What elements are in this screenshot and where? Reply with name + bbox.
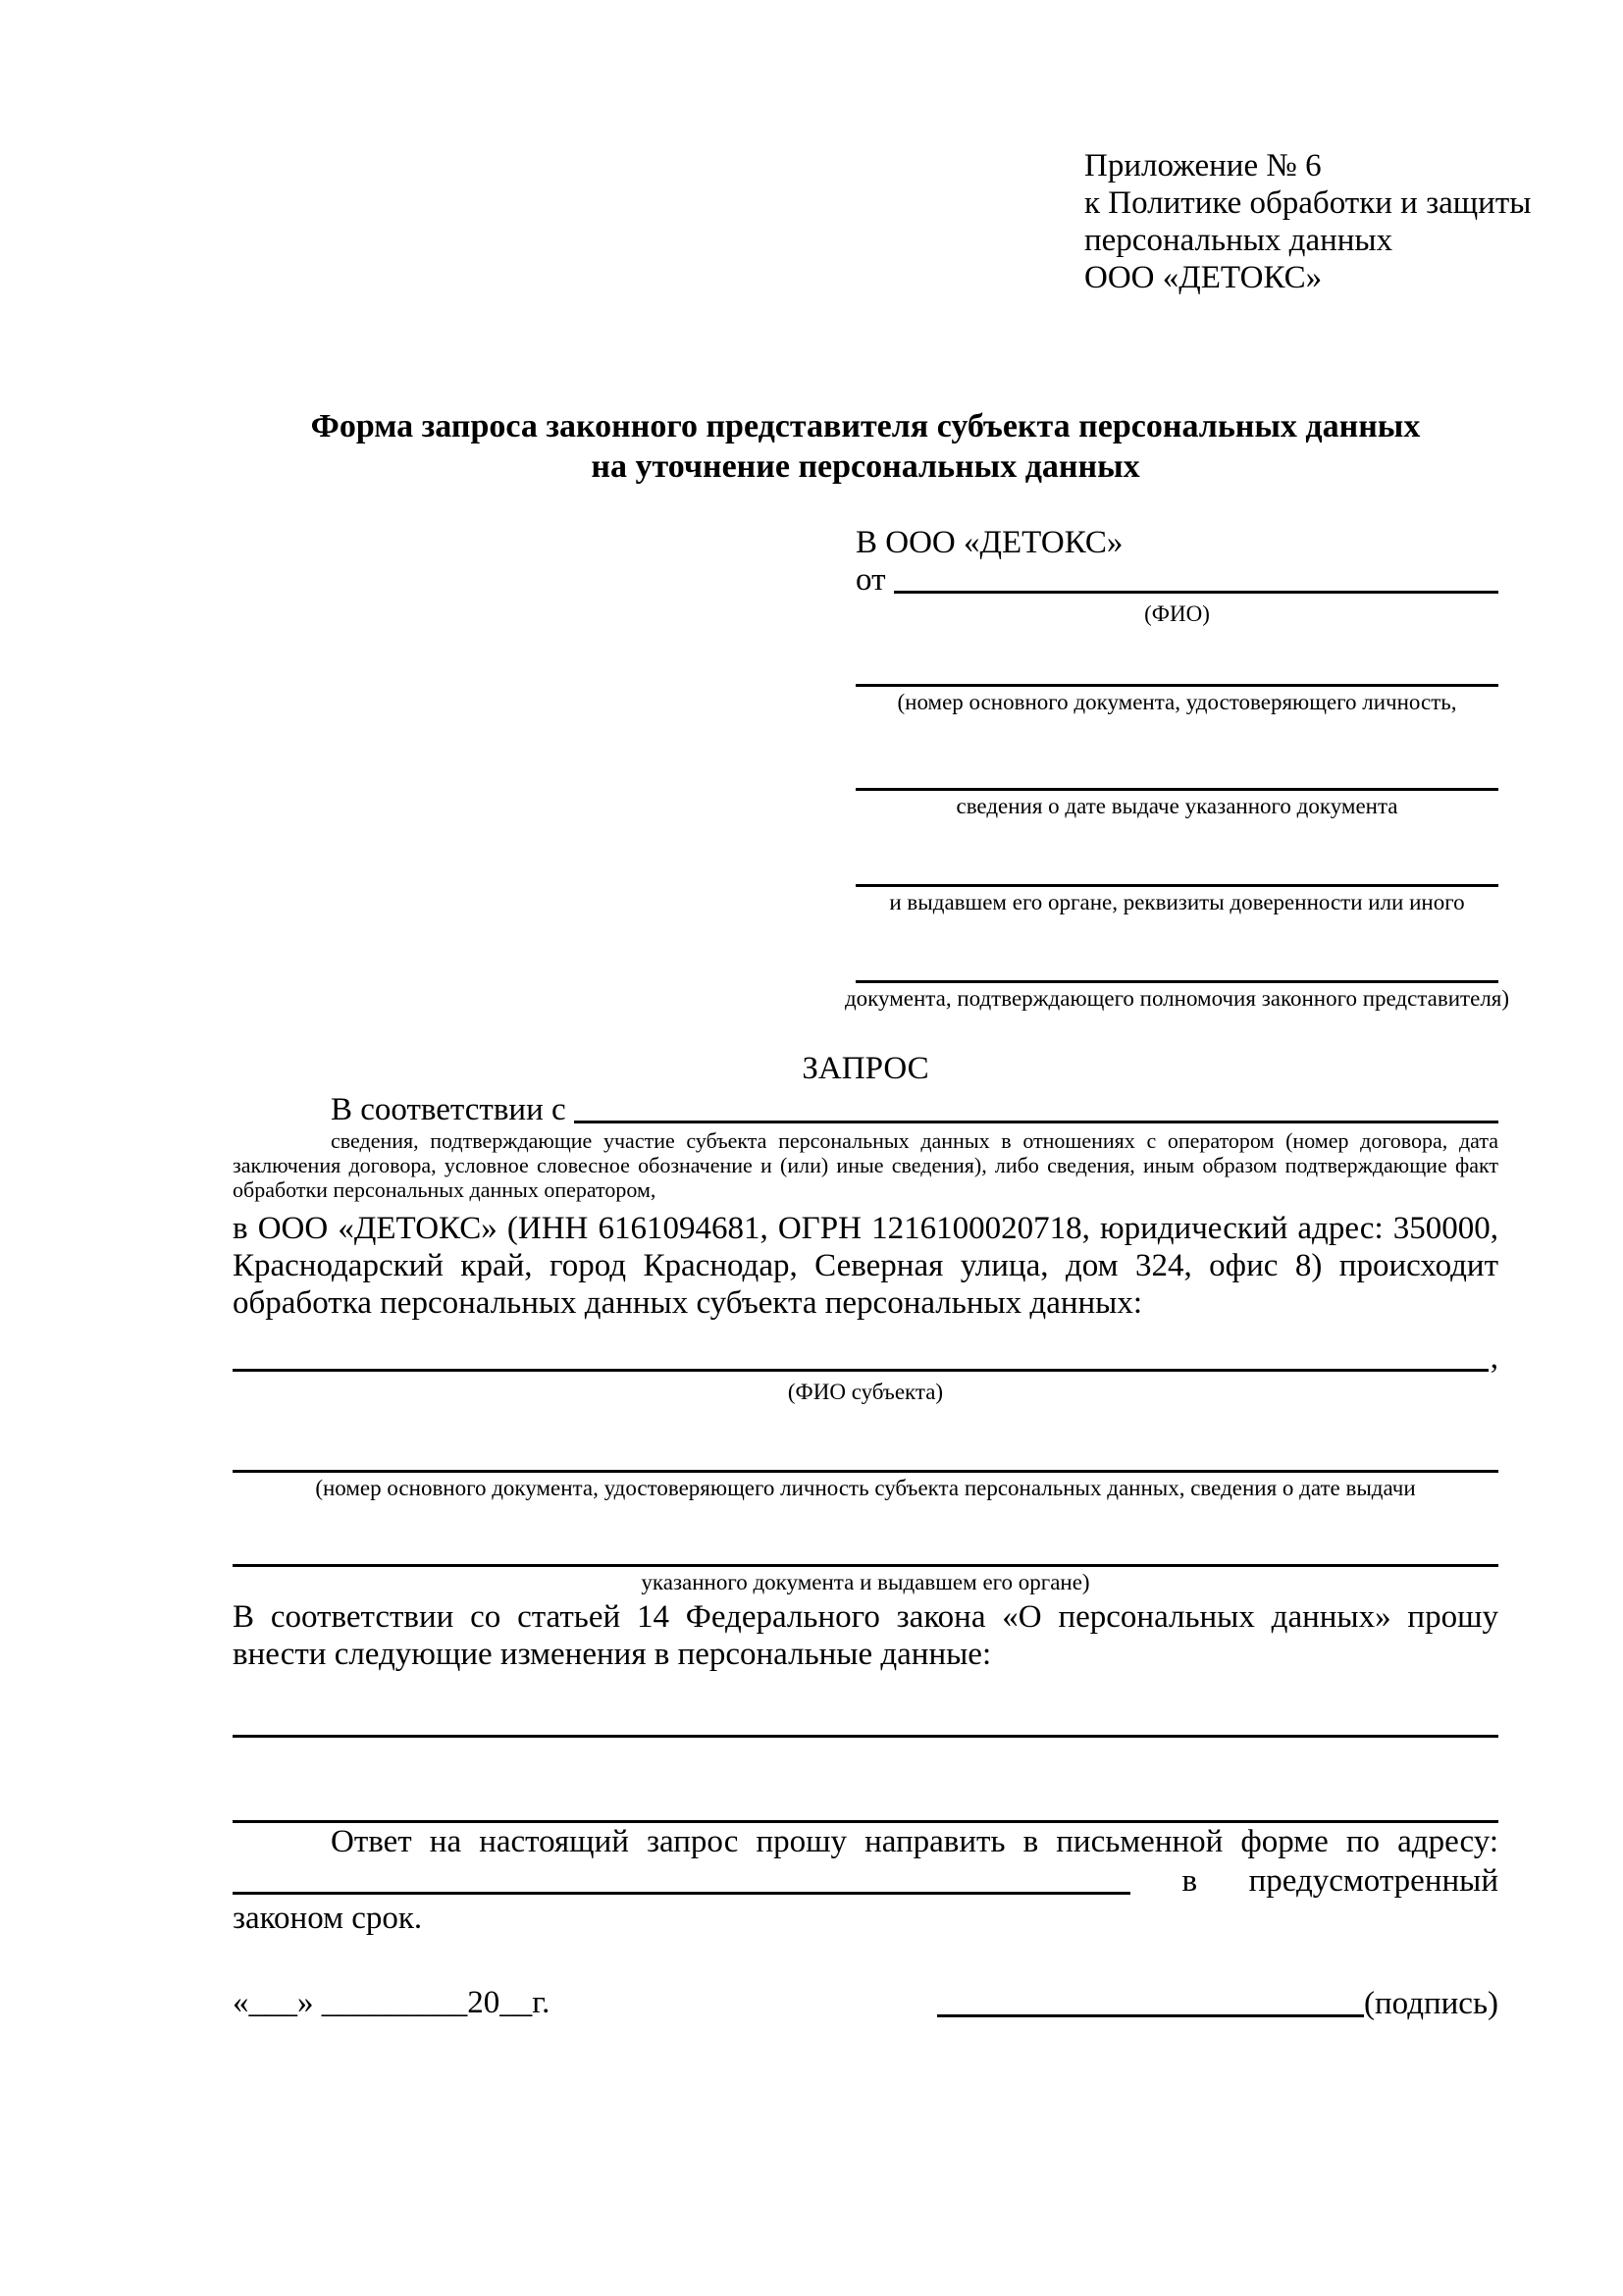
subject-fio-caption: (ФИО субъекта) [787, 1380, 944, 1404]
addressee-from-row [856, 561, 1498, 599]
reply-address-blank-line [233, 1861, 1130, 1895]
issue-date-caption: сведения о дате выдаче указанного документа [956, 794, 1398, 818]
request-heading: ЗАПРОС [802, 1051, 929, 1086]
fio-blank-line [894, 561, 1499, 594]
date-field: «___» _________20__г. [233, 1985, 550, 2020]
document-content [233, 147, 1532, 2022]
accordance-label: В соответствии с [331, 1092, 566, 1127]
page-title-line2: на уточнение персональных данных [591, 448, 1140, 485]
changes-blank-line-2 [233, 1790, 1498, 1823]
fio-caption: (ФИО) [1144, 601, 1210, 626]
addressee-block [844, 524, 1510, 1013]
accordance-blank-line [574, 1091, 1498, 1123]
subject-authority-blank-line [233, 1534, 1498, 1567]
signature-blank-line [937, 1984, 1364, 2017]
subject-authority-caption: указанного документа и выдавшем его органе) [641, 1570, 1090, 1594]
accordance-footnote: сведения, подтверждающие участие субъекта персональных данных в отношениях с оператором (номер договора, дата заключения договора, условное словесное обозначение и (или) иные сведения), либо сведения, иным образом подтверждающие факт обработки персональных данных оператором, [233, 1128, 1498, 1202]
law-paragraph: В соответствии со статьей 14 Федерального закона «О персональных данных» прошу внести следующие изменения в персональные данные: [233, 1599, 1498, 1672]
operator-paragraph: в ООО «ДЕТОКС» (ИНН 6161094681, ОГРН 1216100020718, юридический адрес: 350000, Краснодарский край, город Краснодар, Северная улица, дом 324, офис 8) происходит обработка персональных данных субъекта персональных данных: [233, 1211, 1498, 1321]
page-title-line1: Форма запроса законного представителя субъекта персональных данных [310, 408, 1421, 444]
subject-document-blank-line [233, 1439, 1498, 1473]
reply-word-predusmotrenny: предусмотренный [1248, 1863, 1498, 1899]
page-title [233, 406, 1498, 487]
signature-field [937, 1984, 1498, 2022]
subject-fio-comma: , [1490, 1340, 1498, 1376]
accordance-row [233, 1091, 1498, 1128]
appendix-policy-line2: персональных данных [1084, 223, 1393, 258]
issuing-authority-caption: и выдавшем его органе, реквизиты доверенности или иного [889, 890, 1465, 914]
authority-document-caption: документа, подтверждающего полномочия законного представителя) [844, 986, 1510, 1011]
appendix-header [1084, 147, 1532, 296]
appendix-number: Приложение № 6 [1084, 148, 1322, 183]
document-number-caption: (номер основного документа, удостоверяющего личность, [897, 690, 1457, 714]
addressee-to: В ООО «ДЕТОКС» [856, 525, 1124, 560]
changes-blank-line-1 [233, 1704, 1498, 1738]
reply-paragraph-line3: законом срок. [233, 1901, 423, 1936]
subject-fio-row [233, 1339, 1498, 1377]
signature-row [233, 1984, 1498, 2022]
addressee-from-label: от [856, 562, 886, 598]
document-number-blank-line [856, 653, 1498, 687]
subject-document-caption: (номер основного документа, удостоверяющего личность субъекта персональных данных, сведения о дате выдачи [315, 1476, 1416, 1500]
reply-paragraph-line1: Ответ на настоящий запрос прошу направить в письменной форме по адресу: [331, 1824, 1498, 1859]
issue-date-blank-line [856, 757, 1498, 791]
authority-document-blank-line [856, 950, 1498, 983]
appendix-policy-line1: к Политике обработки и защиты [1084, 185, 1532, 221]
signature-caption: (подпись) [1364, 1986, 1498, 2021]
reply-word-v: в [1181, 1863, 1198, 1899]
issuing-authority-blank-line [856, 854, 1498, 887]
appendix-company: ООО «ДЕТОКС» [1084, 260, 1323, 295]
reply-address-row [233, 1860, 1498, 1900]
subject-fio-blank-line [233, 1369, 1489, 1372]
